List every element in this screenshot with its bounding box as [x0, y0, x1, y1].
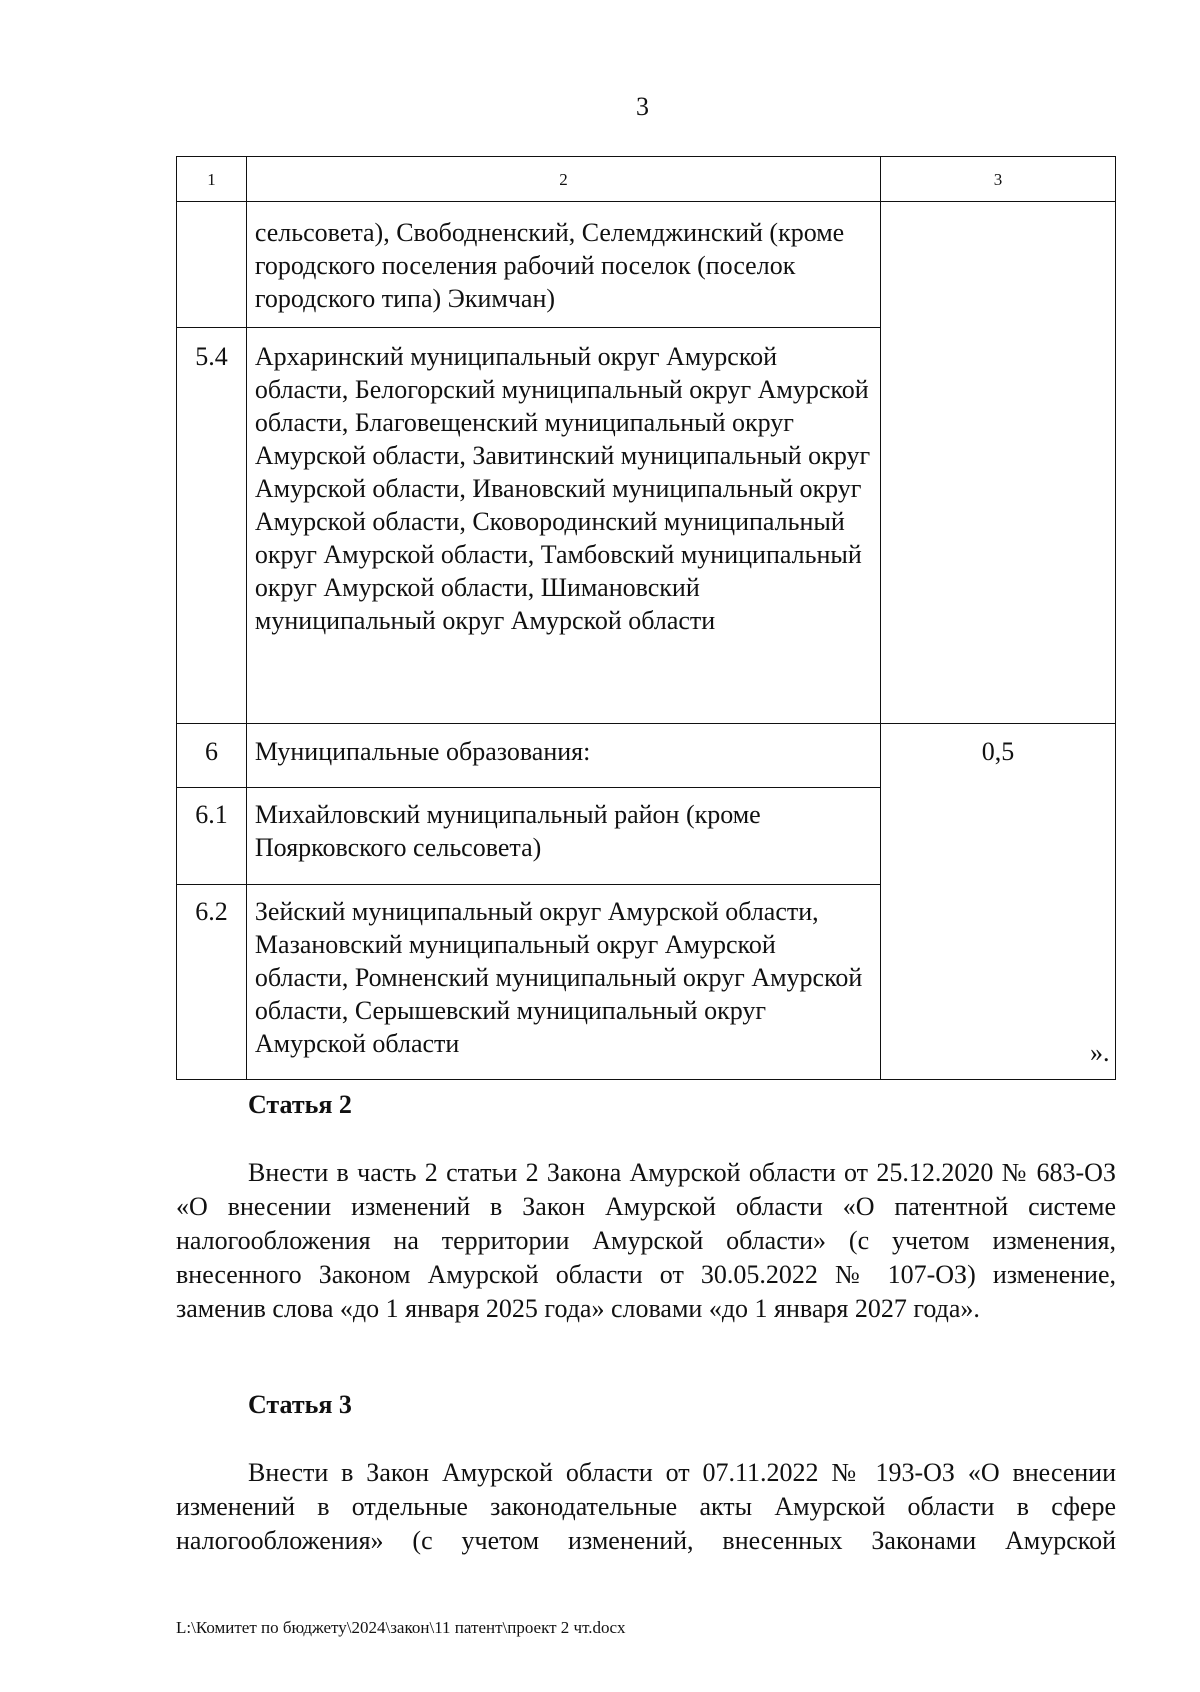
row-number: 6.2 — [177, 885, 247, 1080]
closing-quote: ». — [1090, 1038, 1110, 1067]
row-text: сельсовета), Свободненский, Селемджинский (кроме городского поселения рабочий поселок (поселок городского типа) Экимчан) — [246, 202, 880, 328]
row-value — [881, 202, 1116, 724]
row-number: 6 — [177, 724, 247, 788]
coefficients-table — [176, 156, 1116, 1080]
row-text: Михайловский муниципальный район (кроме Поярковского сельсовета) — [246, 788, 880, 885]
table-row — [177, 724, 1116, 788]
row-number: 5.4 — [177, 328, 247, 724]
row-text: Архаринский муниципальный округ Амурской области, Белогорский муниципальный округ Амурской области, Благовещенский муниципальный округ Амурской области, Завитинский муниципальный округ Амурской области, Ивановский муниципальный округ Амурской области, Сковородинский муниципальный округ Амурской области, Тамбовский муниципальный округ Амурской области, Шимановский муниципальный округ Амурской области — [246, 328, 880, 724]
footer-file-path: L:\Комитет по бюджету\2024\закон\11 патент\проект 2 чт.docx — [176, 1618, 626, 1637]
row-number — [177, 202, 247, 328]
article-3-text: Внести в Закон Амурской области от 07.11.2022 № 193-ОЗ «О внесении изменений в отдельные законодательные акты Амурской области в сфере налогообложения» (с учетом изменений, внесенных Законами Амурской — [176, 1458, 1116, 1555]
table-header-row — [177, 157, 1116, 202]
article-3-heading: Статья 3 — [248, 1390, 352, 1419]
column-header-3: 3 — [881, 157, 1116, 202]
article-2-text: Внести в часть 2 статьи 2 Закона Амурской области от 25.12.2020 № 683-ОЗ «О внесении изменений в Закон Амурской области «О патентной системе налогообложения на территории Амурской области» (с учетом изменения, внесенного Законом Амурской области от 30.05.2022 № 107-ОЗ) изменение, заменив слова «до 1 января 2025 года» словами «до 1 января 2027 года». — [176, 1158, 1116, 1323]
column-header-2: 2 — [246, 157, 880, 202]
table-row — [177, 202, 1116, 328]
row-number: 6.1 — [177, 788, 247, 885]
page-number: 3 — [636, 92, 649, 121]
article-2-heading: Статья 2 — [248, 1090, 352, 1119]
row-text: Зейский муниципальный округ Амурской области, Мазановский муниципальный округ Амурской области, Ромненский муниципальный округ Амурской области, Серышевский муниципальный округ Амурской области — [246, 885, 880, 1080]
column-header-1: 1 — [177, 157, 247, 202]
row-text: Муниципальные образования: — [246, 724, 880, 788]
row-value: 0,5 — [881, 724, 1116, 1080]
